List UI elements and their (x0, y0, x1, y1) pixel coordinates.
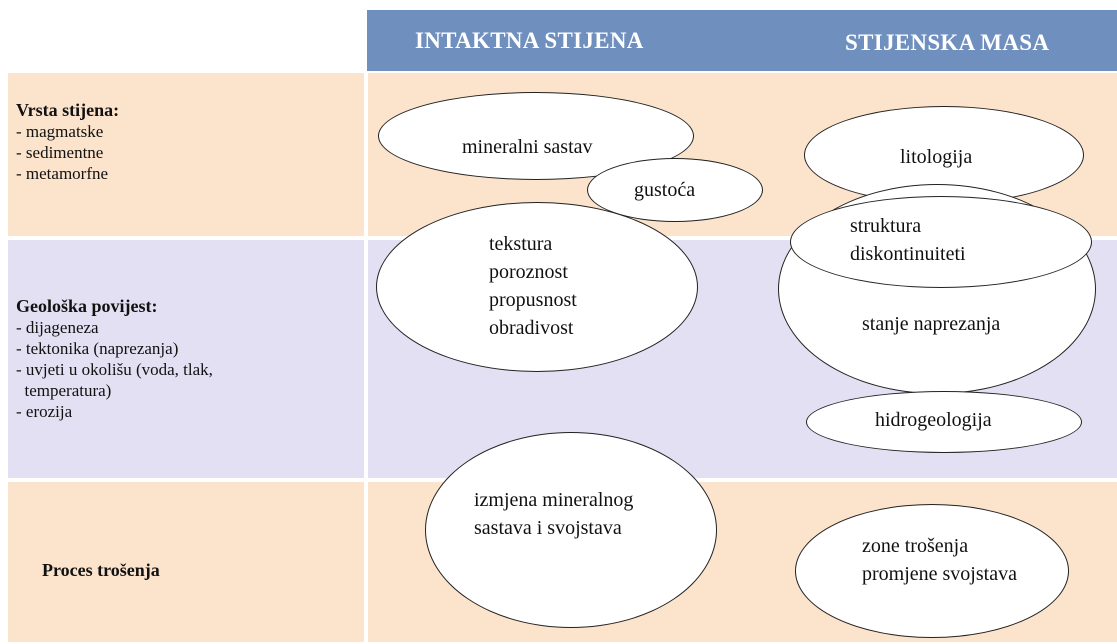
lithology-text: litologija (900, 146, 973, 168)
weathering-zones-text (862, 532, 1017, 588)
weathering-title: Proces trošenja (42, 560, 160, 580)
rock-type-item: - metamorfne (16, 164, 109, 183)
mineral-composition-text: mineralni sastav (462, 136, 593, 158)
structure-line: struktura (850, 215, 922, 237)
property-item: propusnost (489, 289, 577, 311)
geo-history-list (16, 317, 213, 422)
rock-type-list (16, 121, 119, 184)
rock-type-item: - sedimentne (16, 143, 104, 162)
rock-type-label (16, 100, 119, 184)
mineral-change-line: izmjena mineralnog (474, 489, 634, 511)
hydrogeology-text: hidrogeologija (875, 409, 992, 431)
header-rock-mass: STIJENSKA MASA (845, 30, 1050, 55)
property-item: tekstura (489, 233, 553, 255)
geo-history-item: - dijageneza (16, 318, 99, 337)
structure-text (850, 212, 966, 268)
geo-history-item: - tektonika (naprezanja) (16, 339, 179, 358)
weathering-label (42, 560, 160, 581)
stress-state-text: stanje naprezanja (862, 313, 1001, 335)
property-item: poroznost (489, 261, 568, 283)
mineral-change-text (474, 486, 633, 542)
weathering-zone-line: zone trošenja (862, 535, 969, 557)
mineral-change-line: sastava i svojstava (474, 517, 622, 539)
header-intact-rock: INTAKTNA STIJENA (415, 28, 644, 53)
density-text: gustoća (634, 179, 696, 201)
geo-history-item: temperatura) (16, 381, 112, 400)
geo-history-item: - uvjeti u okolišu (voda, tlak, (16, 360, 213, 379)
property-item: obradivost (489, 317, 574, 339)
weathering-zone-line: promjene svojstava (862, 563, 1017, 585)
geo-history-label (16, 296, 213, 422)
rock-type-item: - magmatske (16, 122, 104, 141)
geo-history-item: - erozija (16, 402, 73, 421)
geo-history-title: Geološka povijest: (16, 296, 158, 316)
rock-type-title: Vrsta stijena: (16, 100, 120, 120)
intact-properties-text (489, 230, 577, 342)
structure-line: diskontinuiteti (850, 243, 966, 265)
